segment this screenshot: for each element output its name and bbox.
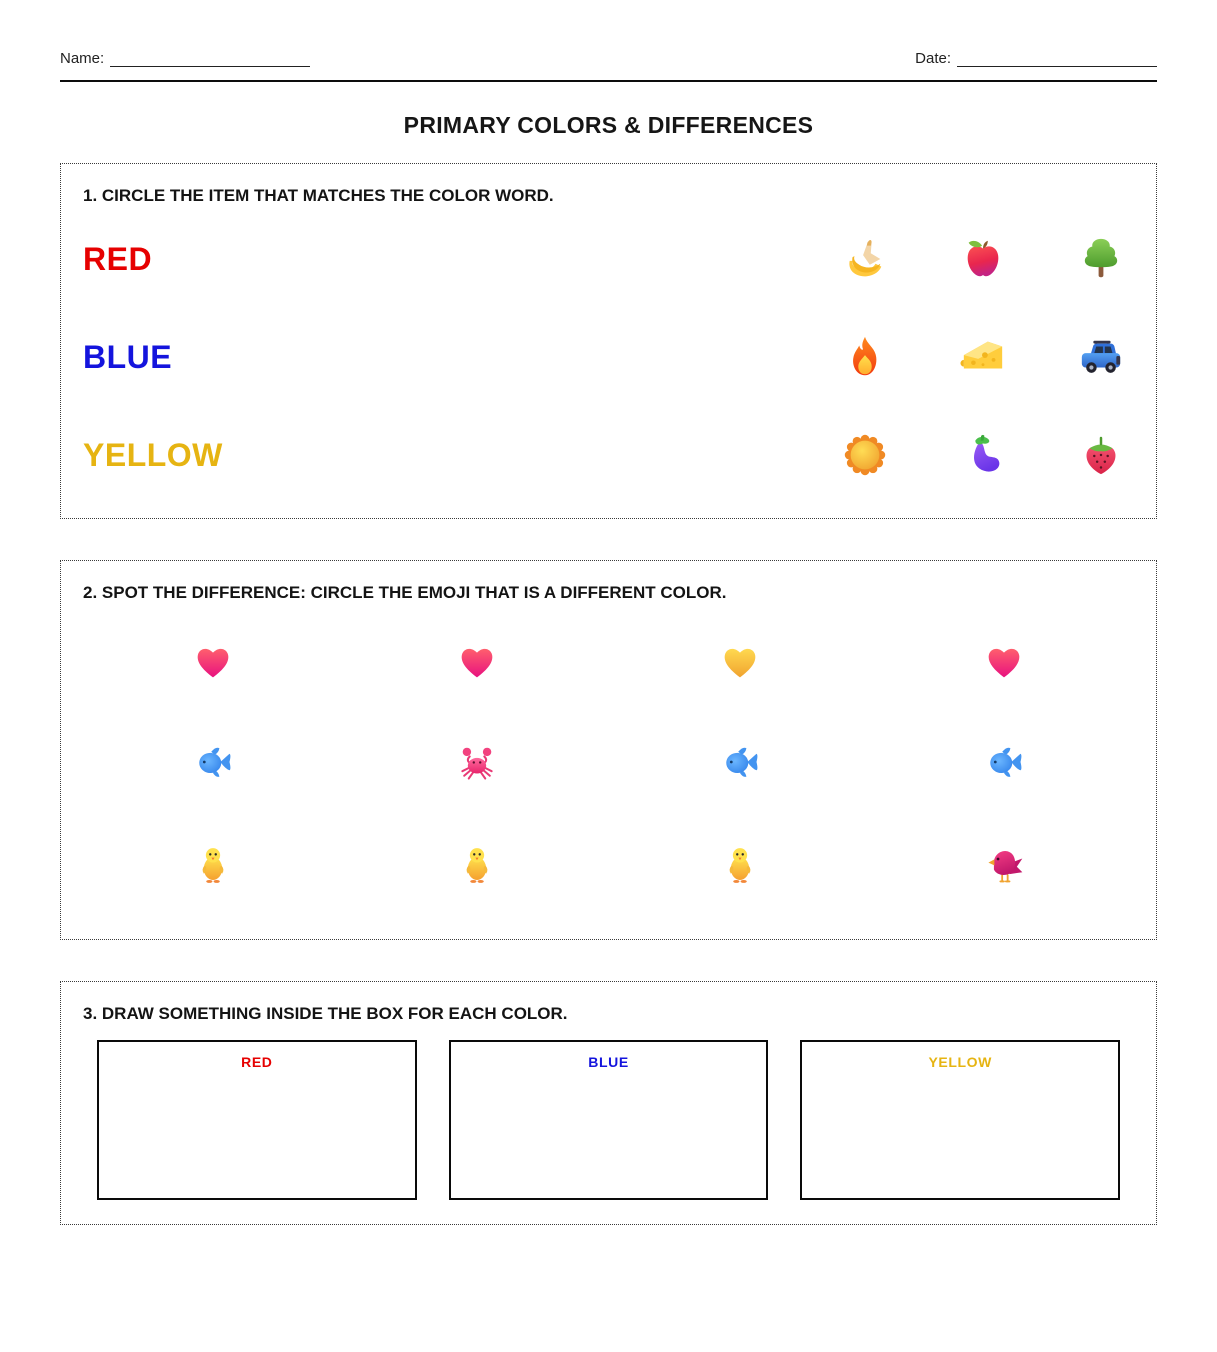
spot-difference-grid bbox=[81, 609, 1136, 915]
strawberry-icon bbox=[1078, 432, 1124, 478]
fire-icon bbox=[842, 334, 888, 380]
option-red-bird[interactable] bbox=[982, 842, 1026, 886]
date-input-line[interactable] bbox=[957, 53, 1157, 67]
option-heart-4[interactable] bbox=[982, 638, 1026, 682]
option-chick-1[interactable] bbox=[191, 842, 235, 886]
eggplant-icon bbox=[960, 432, 1006, 478]
chick-icon bbox=[718, 842, 762, 886]
chick-icon bbox=[455, 842, 499, 886]
tree-icon bbox=[1078, 236, 1124, 282]
color-word-blue: BLUE bbox=[83, 338, 173, 375]
section1-heading: 1. CIRCLE THE ITEM THAT MATCHES THE COLOR WORD. bbox=[83, 186, 554, 205]
red-heart-icon bbox=[982, 638, 1026, 682]
option-fire[interactable] bbox=[842, 334, 888, 380]
option-fish-1[interactable] bbox=[191, 740, 235, 784]
option-banana[interactable] bbox=[842, 236, 888, 282]
option-strawberry[interactable] bbox=[1078, 432, 1124, 478]
crab-icon bbox=[455, 740, 499, 784]
hearts-row bbox=[81, 609, 1136, 711]
section-draw-boxes bbox=[60, 981, 1157, 1225]
fish-row bbox=[81, 711, 1136, 813]
draw-box-blue-label: BLUE bbox=[588, 1054, 629, 1070]
name-field bbox=[60, 50, 310, 67]
blue-options bbox=[842, 334, 1124, 380]
row-blue bbox=[81, 308, 1136, 406]
section-spot-difference bbox=[60, 560, 1157, 940]
page-title: PRIMARY COLORS & DIFFERENCES bbox=[403, 112, 814, 138]
color-word-red: RED bbox=[83, 240, 153, 277]
option-tree[interactable] bbox=[1078, 236, 1124, 282]
red-heart-icon bbox=[191, 638, 235, 682]
draw-box-red-label: RED bbox=[241, 1054, 273, 1070]
option-eggplant[interactable] bbox=[960, 432, 1006, 478]
apple-icon bbox=[960, 236, 1006, 282]
option-chick-2[interactable] bbox=[455, 842, 499, 886]
red-options bbox=[842, 236, 1124, 282]
name-input-line[interactable] bbox=[110, 53, 310, 67]
header-divider bbox=[60, 80, 1157, 82]
yellow-options bbox=[842, 432, 1124, 478]
option-heart-1[interactable] bbox=[191, 638, 235, 682]
draw-box-yellow-label: YELLOW bbox=[928, 1054, 992, 1070]
red-heart-icon bbox=[455, 638, 499, 682]
car-icon bbox=[1078, 334, 1124, 380]
option-crab[interactable] bbox=[455, 740, 499, 784]
section2-heading: 2. SPOT THE DIFFERENCE: CIRCLE THE EMOJI THAT IS A DIFFERENT COLOR. bbox=[83, 583, 727, 602]
name-label: Name: bbox=[60, 50, 105, 67]
chicks-row bbox=[81, 813, 1136, 915]
option-fish-3[interactable] bbox=[982, 740, 1026, 784]
red-bird-icon bbox=[982, 842, 1026, 886]
cheese-icon bbox=[960, 334, 1006, 380]
yellow-heart-icon bbox=[718, 638, 762, 682]
option-fish-2[interactable] bbox=[718, 740, 762, 784]
color-word-yellow: YELLOW bbox=[83, 436, 223, 473]
option-apple[interactable] bbox=[960, 236, 1006, 282]
row-red bbox=[81, 210, 1136, 308]
banana-icon bbox=[842, 236, 888, 282]
chick-icon bbox=[191, 842, 235, 886]
section-circle-color-match bbox=[60, 163, 1157, 519]
sun-icon bbox=[842, 432, 888, 478]
option-blue-car[interactable] bbox=[1078, 334, 1124, 380]
draw-box-red[interactable] bbox=[97, 1040, 417, 1200]
option-sun[interactable] bbox=[842, 432, 888, 478]
draw-box-yellow[interactable] bbox=[800, 1040, 1120, 1200]
date-field bbox=[915, 50, 1157, 67]
option-heart-2[interactable] bbox=[455, 638, 499, 682]
row-yellow bbox=[81, 406, 1136, 504]
option-heart-3[interactable] bbox=[718, 638, 762, 682]
fish-icon bbox=[982, 740, 1026, 784]
header-row bbox=[60, 50, 1157, 67]
date-label: Date: bbox=[915, 50, 951, 67]
fish-icon bbox=[718, 740, 762, 784]
section3-heading: 3. DRAW SOMETHING INSIDE THE BOX FOR EACH COLOR. bbox=[83, 1004, 568, 1023]
draw-boxes-row bbox=[97, 1040, 1120, 1200]
option-chick-3[interactable] bbox=[718, 842, 762, 886]
fish-icon bbox=[191, 740, 235, 784]
draw-box-blue[interactable] bbox=[449, 1040, 769, 1200]
option-cheese[interactable] bbox=[960, 334, 1006, 380]
